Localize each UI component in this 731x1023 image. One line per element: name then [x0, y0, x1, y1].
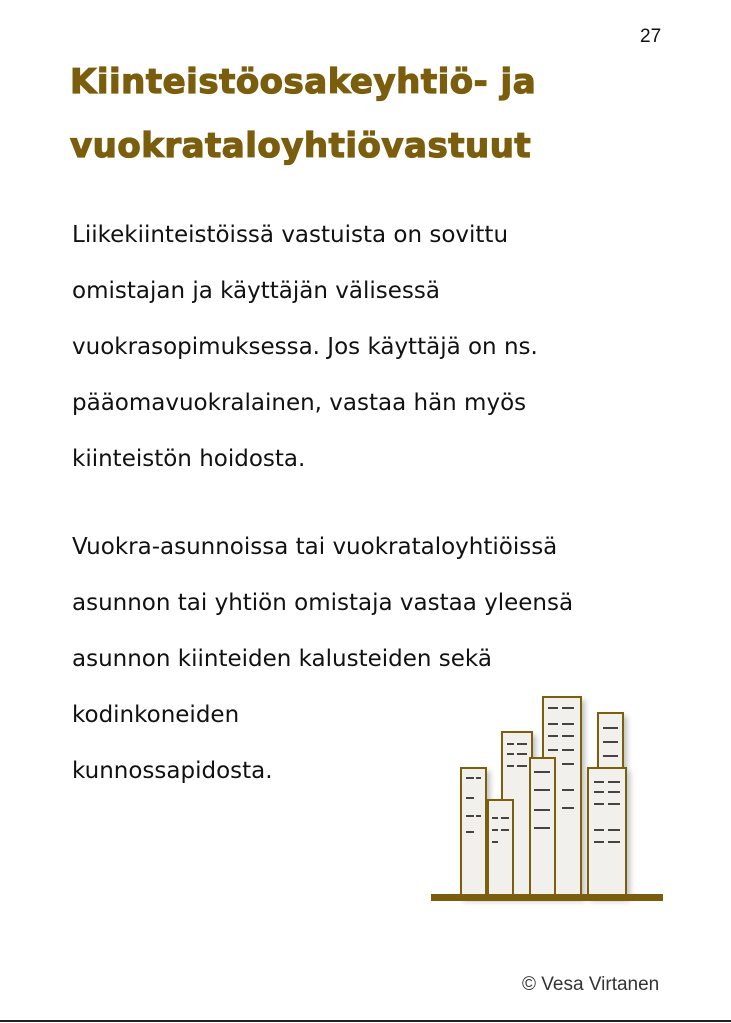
title-line: vuokrataloyhtiövastuut — [70, 126, 532, 166]
text-line: omistajan ja käyttäjän välisessä — [72, 278, 440, 304]
copyright-notice: © Vesa Virtanen — [522, 974, 660, 995]
text-line: asunnon tai yhtiön omistaja vastaa yleensä — [72, 590, 574, 616]
page-number: 27 — [640, 26, 662, 47]
text-line: asunnon kiinteiden kalusteiden sekä — [72, 646, 492, 672]
city-buildings-icon — [428, 692, 668, 908]
page-bottom-border — [0, 1020, 731, 1022]
text-line: kunnossapidosta. — [72, 758, 273, 784]
page-title — [70, 50, 690, 178]
paragraph-commercial-properties — [72, 207, 702, 487]
text-line: kodinkoneiden — [72, 702, 240, 728]
text-line: pääomavuokralainen, vastaa hän myös — [72, 390, 527, 416]
text-line: vuokrasopimuksessa. Jos käyttäjä on ns. — [72, 334, 538, 360]
ground-line — [431, 894, 663, 901]
title-line: Kiinteistöosakeyhtiö- ja — [70, 62, 537, 102]
text-line: Liikekiinteistöissä vastuista on sovittu — [72, 222, 509, 248]
text-line: Vuokra-asunnoissa tai vuokrataloyhtiöissä — [72, 534, 558, 560]
text-line: kiinteistön hoidosta. — [72, 446, 306, 472]
